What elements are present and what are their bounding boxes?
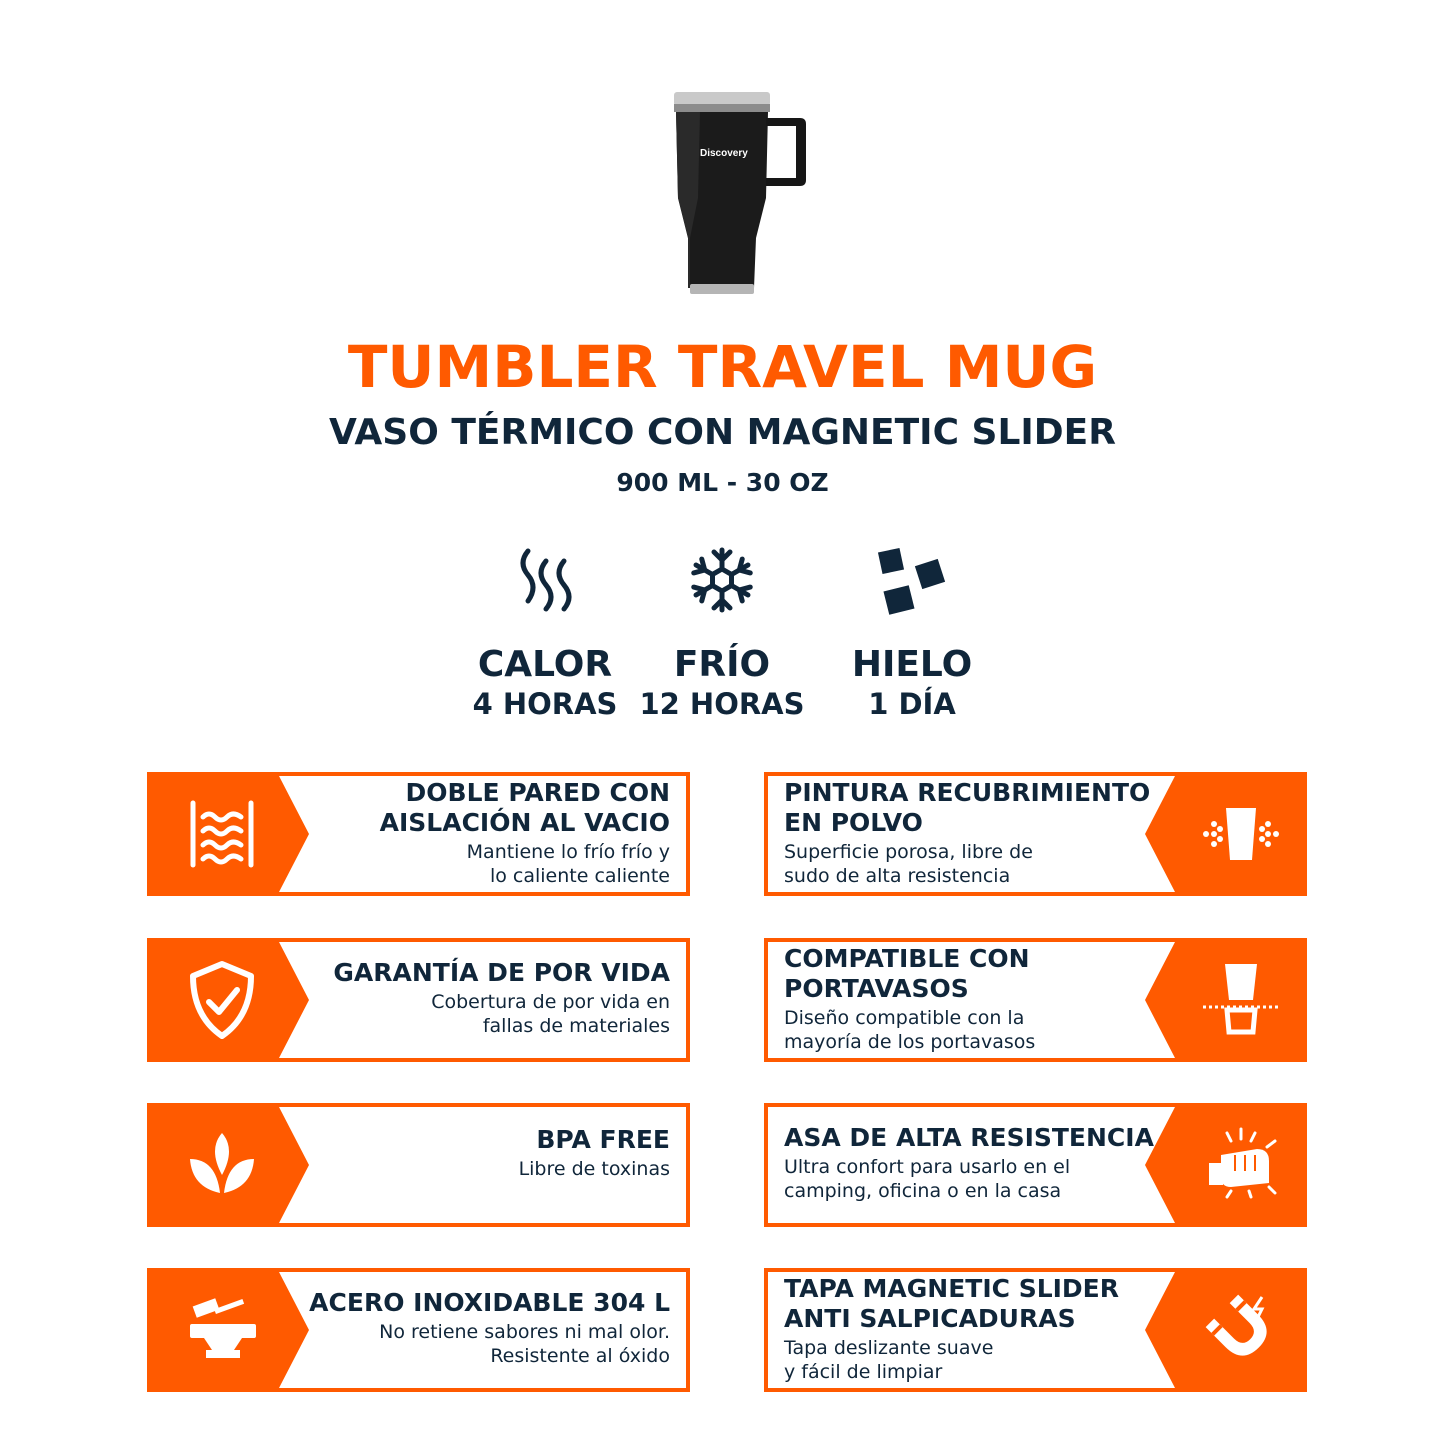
- feature-description: [290, 1320, 670, 1368]
- card-text: [290, 958, 670, 1038]
- feature-description: [784, 1336, 1174, 1384]
- shield-check-icon: [147, 938, 297, 1062]
- feature-description: [784, 1155, 1174, 1203]
- feature-description: [290, 840, 670, 888]
- feature-description: [784, 840, 1174, 888]
- feature-description-line: mayoría de los portavasos: [784, 1031, 1036, 1053]
- leaf-icon: [147, 1103, 297, 1227]
- feature-heading: GARANTÍA DE POR VIDA: [333, 958, 670, 987]
- card-text: [784, 944, 1174, 1054]
- feature-description-line: Tapa deslizante suave: [784, 1337, 994, 1359]
- feature-heading: EN POLVO: [784, 808, 923, 837]
- card-text: [784, 1274, 1174, 1384]
- feature-heading: PINTURA RECUBRIMIENTO: [784, 778, 1151, 807]
- card-text: [290, 1125, 670, 1181]
- strong-fist-icon: [1174, 1103, 1307, 1227]
- feature-description-line: Mantiene lo frío frío y: [466, 841, 670, 863]
- feature-card: [147, 1103, 670, 1180]
- feature-card: [764, 1268, 1120, 1383]
- temp-label: FRÍO: [673, 644, 771, 685]
- steam-icon: [445, 540, 645, 620]
- temp-label: HIELO: [851, 644, 973, 685]
- feature-heading: DOBLE PARED CON: [405, 778, 670, 807]
- vacuum-wall-icon: [147, 772, 297, 896]
- feature-heading: BPA FREE: [536, 1125, 670, 1154]
- product-title: TUMBLER TRAVEL MUG: [347, 333, 1098, 401]
- temp-label: CALOR: [477, 644, 613, 685]
- feature-description-line: Superficie porosa, libre de: [784, 841, 1033, 863]
- feature-heading: AISLACIÓN AL VACIO: [379, 808, 670, 837]
- feature-heading: PORTAVASOS: [784, 974, 969, 1003]
- feature-heading: TAPA MAGNETIC SLIDER: [784, 1274, 1120, 1303]
- card-text: [784, 1123, 1174, 1203]
- product-capacity: 900 ML - 30 OZ: [616, 468, 829, 497]
- feature-description-line: Diseño compatible con la: [784, 1007, 1025, 1029]
- discovery-logo: Discovery: [700, 148, 748, 159]
- feature-card: [147, 772, 670, 887]
- feature-card: [147, 938, 670, 1037]
- feature-heading: ANTI SALPICADURAS: [784, 1304, 1076, 1333]
- card-text: [290, 778, 670, 888]
- tumbler-mug-image: [660, 88, 820, 300]
- cup-holder-icon: [1174, 938, 1307, 1062]
- feature-description-line: Resistente al óxido: [490, 1345, 670, 1367]
- feature-description-line: Cobertura de por vida en: [431, 991, 670, 1013]
- feature-description-line: y fácil de limpiar: [784, 1361, 943, 1383]
- feature-card: [147, 1268, 670, 1367]
- feature-description: [290, 990, 670, 1038]
- feature-description: [290, 1157, 670, 1181]
- powder-coat-icon: [1174, 772, 1307, 896]
- temp-cold: [622, 540, 822, 722]
- feature-description-line: Libre de toxinas: [518, 1158, 670, 1180]
- feature-heading: COMPATIBLE CON: [784, 944, 1030, 973]
- magnet-icon: [1174, 1268, 1307, 1392]
- feature-description-line: No retiene sabores ni mal olor.: [379, 1321, 670, 1343]
- card-text: [784, 778, 1174, 888]
- feature-heading: ACERO INOXIDABLE 304 L: [309, 1288, 670, 1317]
- feature-heading: ASA DE ALTA RESISTENCIA: [784, 1123, 1154, 1152]
- ice-cubes-icon: [812, 540, 1012, 620]
- card-text: [290, 1288, 670, 1368]
- feature-description-line: lo caliente caliente: [489, 865, 670, 887]
- temp-hot: [445, 540, 645, 722]
- temp-ice: [812, 540, 1012, 722]
- snowflake-icon: [622, 540, 822, 620]
- product-subtitle: VASO TÉRMICO CON MAGNETIC SLIDER: [329, 412, 1116, 453]
- feature-description: [784, 1006, 1174, 1054]
- feature-description-line: camping, oficina o en la casa: [784, 1180, 1062, 1202]
- temp-duration: 1 DÍA: [868, 687, 956, 721]
- feature-description-line: Ultra confort para usarlo en el: [784, 1156, 1071, 1178]
- feature-card: [764, 938, 1036, 1053]
- feature-description-line: sudo de alta resistencia: [784, 865, 1011, 887]
- temp-duration: 4 HORAS: [472, 687, 618, 721]
- anvil-hammer-icon: [147, 1268, 297, 1392]
- temp-duration: 12 HORAS: [639, 687, 805, 721]
- feature-description-line: fallas de materiales: [482, 1015, 670, 1037]
- feature-card: [764, 1103, 1154, 1202]
- feature-card: [764, 772, 1151, 887]
